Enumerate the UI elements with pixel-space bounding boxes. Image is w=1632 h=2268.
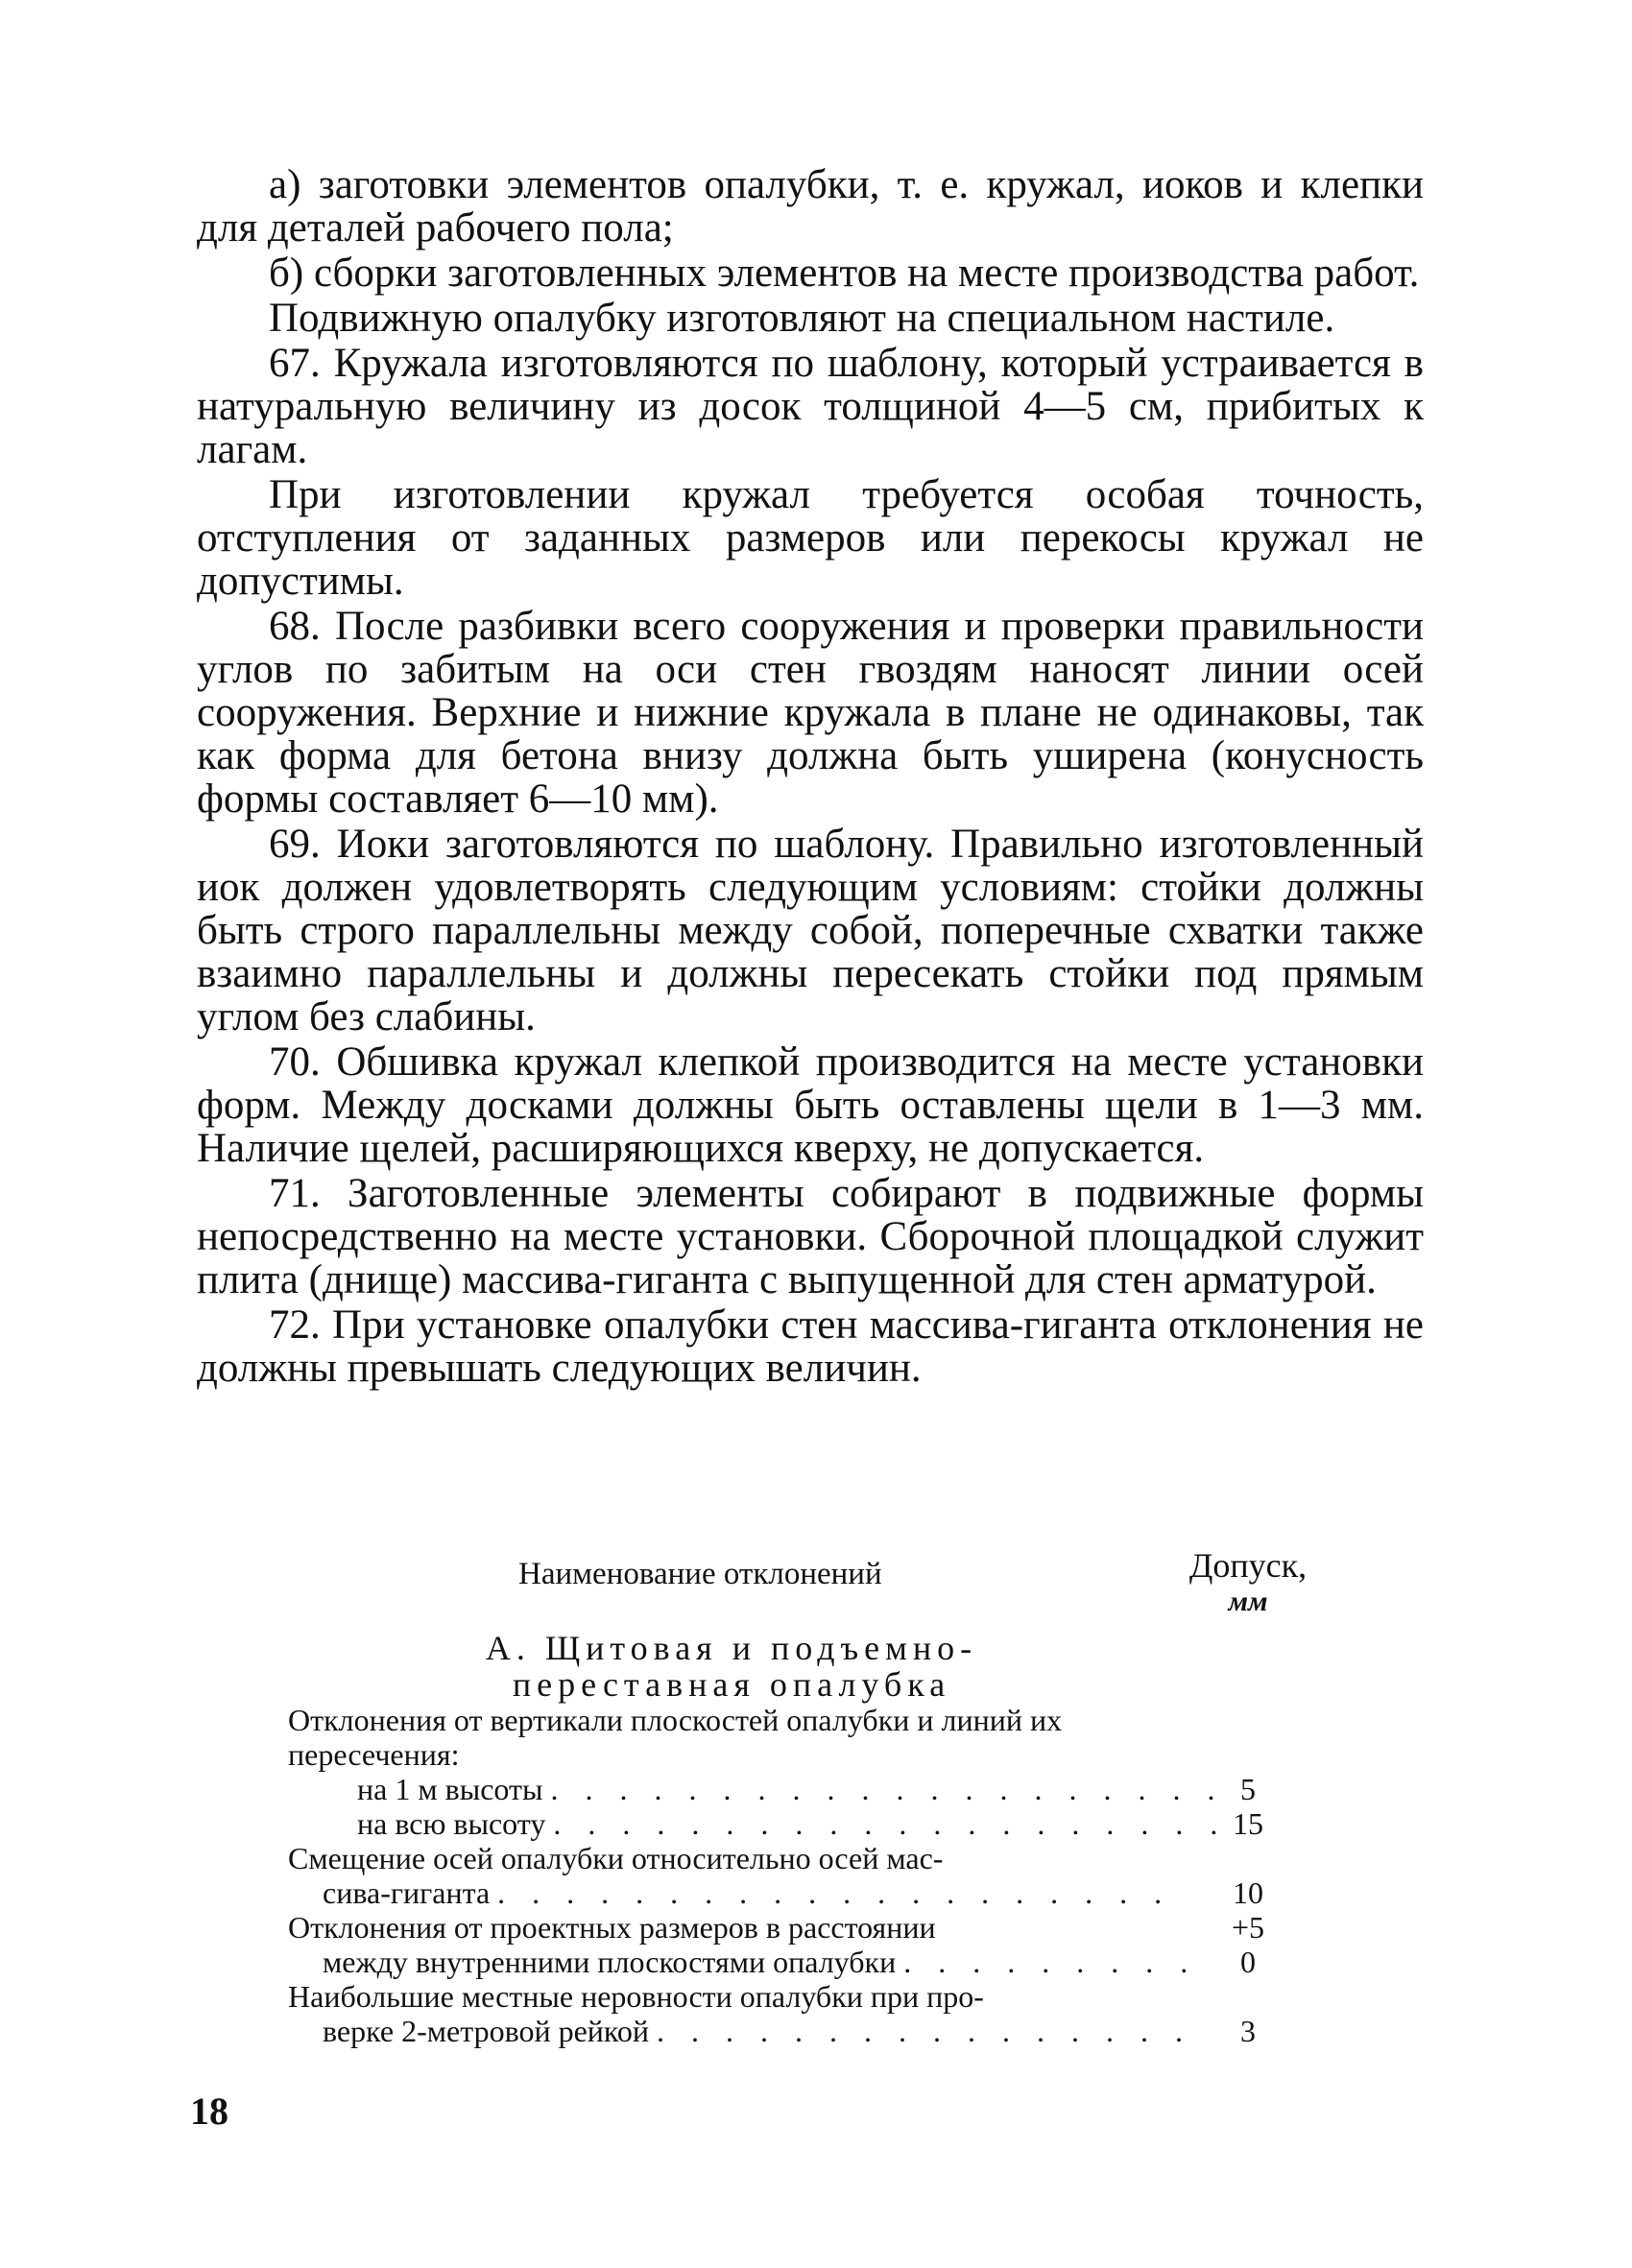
row-full-height-text: на всю высоту [357,1806,546,1841]
row-design-size-value-zero: 0 [1240,1945,1256,1979]
table-row [288,1979,1325,2014]
body-text [197,163,1424,1390]
table-row [288,1841,1325,1875]
leader-dots [490,1875,1187,1910]
row-vertical-deviation-text: Отклонения от вертикали плоскостей опалубки и линий их пересечения: [288,1703,1063,1772]
paragraph-71: 71. Заготовленные элементы собирают в подвижные формы непосредственно на месте установки. Сборочной площадкой служит плита (днище) массива-гиганта с выпущенной для стен арматурой. [197,1171,1424,1302]
paragraph-72: 72. При установке опалубки стен массива-гиганта отклонения не должны превышать следующих величин. [197,1302,1424,1391]
paragraph-movable-formwork: Подвижную опалубку изготовляют на специальном настиле. [269,296,1335,341]
table-row [288,1910,1325,1945]
row-design-size-value-plus: +5 [1231,1910,1265,1945]
row-full-height-value: 15 [1233,1806,1263,1841]
table-row [288,1703,1325,1772]
leader-dots [545,1806,1221,1841]
row-full-height [288,1806,1221,1841]
row-per-meter [288,1772,1221,1806]
row-unevenness-text2: верке 2-метровой рейкой [323,2014,649,2048]
section-title [300,1630,1164,1703]
row-design-size-text2: между внутренними плоскостями опалубки [323,1945,897,1979]
tolerance-table [288,1547,1325,2048]
header-deviation-name: Наименование отклонений [518,1557,882,1591]
leader-dots [542,1772,1221,1806]
row-unevenness-cont [288,2014,1187,2048]
row-axis-shift-text: Смещение осей опалубки относительно осей мас- [288,1841,944,1875]
section-title-line1: А. Щитовая и подъемно- [485,1629,978,1667]
paragraph-a: а) заготовки элементов опалубки, т. е. кружал, иоков и клепки для деталей рабочего пола; [197,162,1424,251]
row-per-meter-value: 5 [1240,1772,1256,1806]
paragraph-67: 67. Кружала изготовляются по шаблону, который устраивается в натуральную величину из досок толщиной 4—5 см, прибитых к лагам. [197,341,1424,472]
header-allowance [1171,1547,1325,1620]
table-row [288,1875,1325,1910]
row-unevenness-value: 3 [1240,2014,1256,2048]
row-unevenness-text: Наибольшие местные неровности опалубки при про- [288,1979,984,2014]
table-header [288,1547,1325,1630]
paragraph-68: 68. После разбивки всего сооружения и проверки правильности углов по забитым на оси стен гвоздям наносят линии осей сооружения. Верхние и нижние кружала в плане не одинаковы, так как форма для бетона внизу должна быть уширена (конусность формы составляет 6—10 мм). [197,604,1424,822]
row-axis-shift-text2: сива-гиганта [323,1875,491,1910]
table-row [288,1806,1325,1841]
paragraph-69: 69. Иоки заготовляются по шаблону. Правильно изготовленный иок должен удовлетворять следующим условиям: стойки должны быть строго параллельны между собой, поперечные схватки также взаимно параллельны и должны пересекать стойки под прямым углом без слабины. [197,822,1424,1039]
table-row [288,1772,1325,1806]
header-allowance-unit: мм [1228,1586,1268,1617]
row-axis-shift-value: 10 [1233,1875,1263,1910]
table-row [288,2014,1325,2048]
row-design-size-cont [288,1945,1187,1979]
row-axis-shift-cont [288,1875,1187,1910]
leader-dots [649,2014,1187,2048]
leader-dots [896,1945,1187,1979]
paragraph-70: 70. Обшивка кружал клепкой производится на месте установки форм. Между досками должны быть оставлены щели в 1—3 мм. Наличие щелей, расширяющихся кверху, не допускается. [197,1039,1424,1171]
row-design-size-text: Отклонения от проектных размеров в расстоянии [288,1910,936,1945]
page-number: 18 [190,2089,228,2133]
row-per-meter-text: на 1 м высоты [357,1772,543,1806]
paragraph-67-precision: При изготовлении кружал требуется особая точность, отступления от заданных размеров или перекосы кружал не допустимы. [197,472,1424,604]
paragraph-b: б) сборки заготовленных элементов на месте производства работ. [269,251,1420,296]
header-allowance-label: Допуск, [1188,1546,1308,1585]
section-title-line2: переставная опалубка [512,1665,951,1704]
table-row [288,1945,1325,1979]
